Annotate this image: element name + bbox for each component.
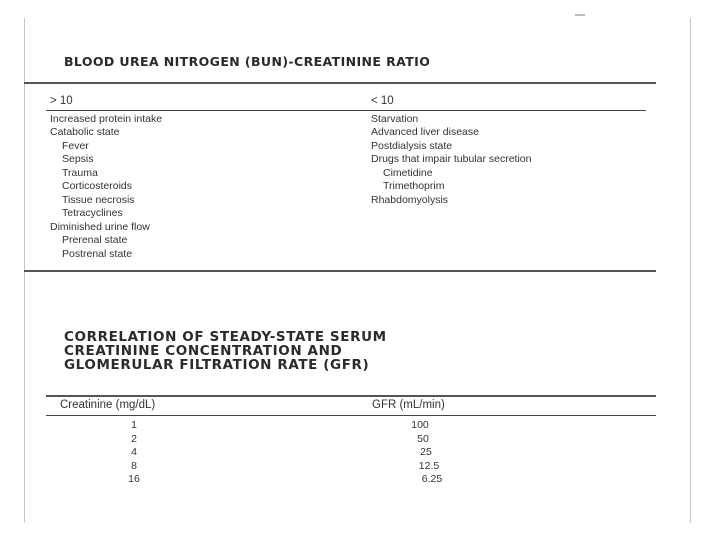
creatinine-value: 1 bbox=[131, 419, 137, 431]
bun-low-header: < 10 bbox=[371, 95, 394, 107]
condition-item: Postrenal state bbox=[62, 247, 133, 260]
condition-item: Drugs that impair tubular secretion bbox=[371, 153, 532, 165]
condition-item: Advanced liver disease bbox=[371, 126, 479, 138]
condition-item: Tetracyclines bbox=[62, 207, 123, 219]
condition-item: Corticosteroids bbox=[62, 180, 133, 192]
condition-item: Trauma bbox=[62, 166, 98, 179]
gfr-header-rule bbox=[46, 415, 656, 416]
creatinine-value: 8 bbox=[131, 459, 137, 472]
scan-mark bbox=[575, 14, 585, 16]
gfr-value: 12.5 bbox=[418, 459, 440, 472]
condition-item: Cimetidine bbox=[383, 166, 433, 179]
condition-item: Increased protein intake bbox=[50, 112, 163, 125]
gfr-value: 100 bbox=[411, 419, 429, 431]
gfr-title-line: GLOMERULAR FILTRATION RATE (GFR) bbox=[64, 357, 370, 373]
condition-item: Prerenal state bbox=[62, 234, 128, 246]
gfr-table-title bbox=[64, 330, 387, 372]
bun-bottom-rule bbox=[24, 270, 656, 272]
bun-title-rule bbox=[24, 82, 656, 84]
gfr-column-header: GFR (mL/min) bbox=[372, 399, 445, 411]
condition-item: Catabolic state bbox=[50, 126, 120, 138]
creatinine-value: 4 bbox=[131, 446, 137, 458]
gfr-value: 6.25 bbox=[421, 473, 443, 485]
condition-item: Rhabdomyolysis bbox=[371, 193, 449, 206]
creatinine-value: 2 bbox=[131, 432, 137, 445]
bun-high-header: > 10 bbox=[50, 95, 73, 107]
gfr-top-rule bbox=[46, 395, 656, 397]
condition-item: Starvation bbox=[371, 112, 419, 125]
condition-item: Tissue necrosis bbox=[62, 193, 135, 206]
bun-high-column bbox=[50, 95, 162, 261]
condition-item: Fever bbox=[62, 139, 89, 152]
condition-item: Sepsis bbox=[62, 153, 94, 165]
bun-low-column bbox=[371, 95, 532, 207]
gfr-value: 25 bbox=[420, 446, 432, 458]
condition-item: Diminished urine flow bbox=[50, 220, 150, 233]
gfr-value: 50 bbox=[417, 432, 429, 445]
condition-item: Trimethoprim bbox=[383, 180, 445, 192]
gfr-title-line: CORRELATION OF STEADY-STATE SERUM bbox=[64, 329, 387, 345]
condition-item: Postdialysis state bbox=[371, 139, 453, 152]
creatinine-value: 16 bbox=[128, 473, 140, 485]
gfr-title-line: CREATININE CONCENTRATION AND bbox=[64, 343, 343, 359]
right-border-line bbox=[690, 18, 691, 523]
bun-table-title: BLOOD UREA NITROGEN (BUN)-CREATININE RATIO bbox=[64, 54, 431, 69]
creatinine-column-header: Creatinine (mg/dL) bbox=[60, 399, 156, 411]
